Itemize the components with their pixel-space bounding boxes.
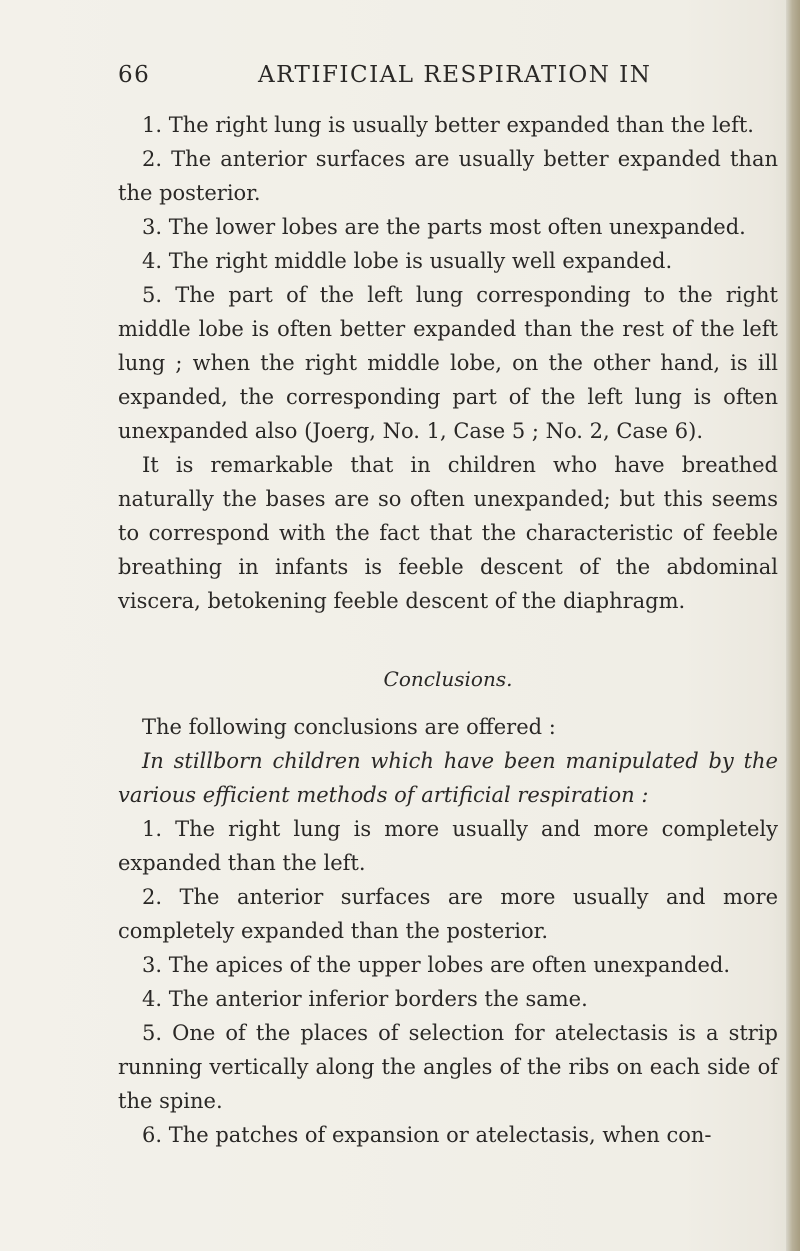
conclusion-2: 2. The anterior surfaces are more usually and more completely expanded than the posterior.	[118, 885, 778, 943]
remark-paragraph: It is remarkable that in children who have breathed naturally the bases are so often unexpanded; but this seems to correspond with the fact that the characteristic of feeble breathing in infants is feeble descent of the abdominal viscera, betokening feeble descent of the diaphragm.	[118, 453, 778, 613]
conclusions-intro: The following conclusions are offered :	[142, 715, 556, 739]
finding-5: 5. The part of the left lung corresponding to the right middle lobe is often better expanded than the rest of the left lung ; when the right middle lobe, on the other hand, is ill expanded, the corresponding part of the left lung is often unexpanded also (Joerg, No. 1, Case 5 ; No. 2, Case 6).	[118, 283, 778, 443]
conclusion-3: 3. The apices of the upper lobes are often unexpanded.	[142, 953, 730, 977]
conclusion-6: 6. The patches of expansion or atelectasis, when con-	[142, 1123, 712, 1147]
page-edge	[786, 0, 800, 1251]
conclusion-1: 1. The right lung is more usually and more completely expanded than the left.	[118, 817, 778, 875]
finding-2: 2. The anterior surfaces are usually better expanded than the posterior.	[118, 147, 778, 205]
page-header	[118, 62, 758, 98]
conclusion-4: 4. The anterior inferior borders the same.	[142, 987, 588, 1011]
conclusions-heading: Conclusions.	[383, 667, 513, 691]
page-number: 66	[118, 62, 151, 88]
finding-1: 1. The right lung is usually better expanded than the left.	[142, 113, 754, 137]
finding-4: 4. The right middle lobe is usually well expanded.	[142, 249, 673, 273]
running-title: ARTIFICIAL RESPIRATION IN	[258, 62, 652, 88]
conclusions-subheading: In stillborn children which have been manipulated by the various efficient methods of artificial respiration :	[118, 749, 778, 807]
conclusion-5: 5. One of the places of selection for atelectasis is a strip running vertically along the angles of the ribs on each side of the spine.	[118, 1021, 778, 1113]
page-body	[118, 108, 778, 1152]
finding-3: 3. The lower lobes are the parts most often unexpanded.	[142, 215, 746, 239]
